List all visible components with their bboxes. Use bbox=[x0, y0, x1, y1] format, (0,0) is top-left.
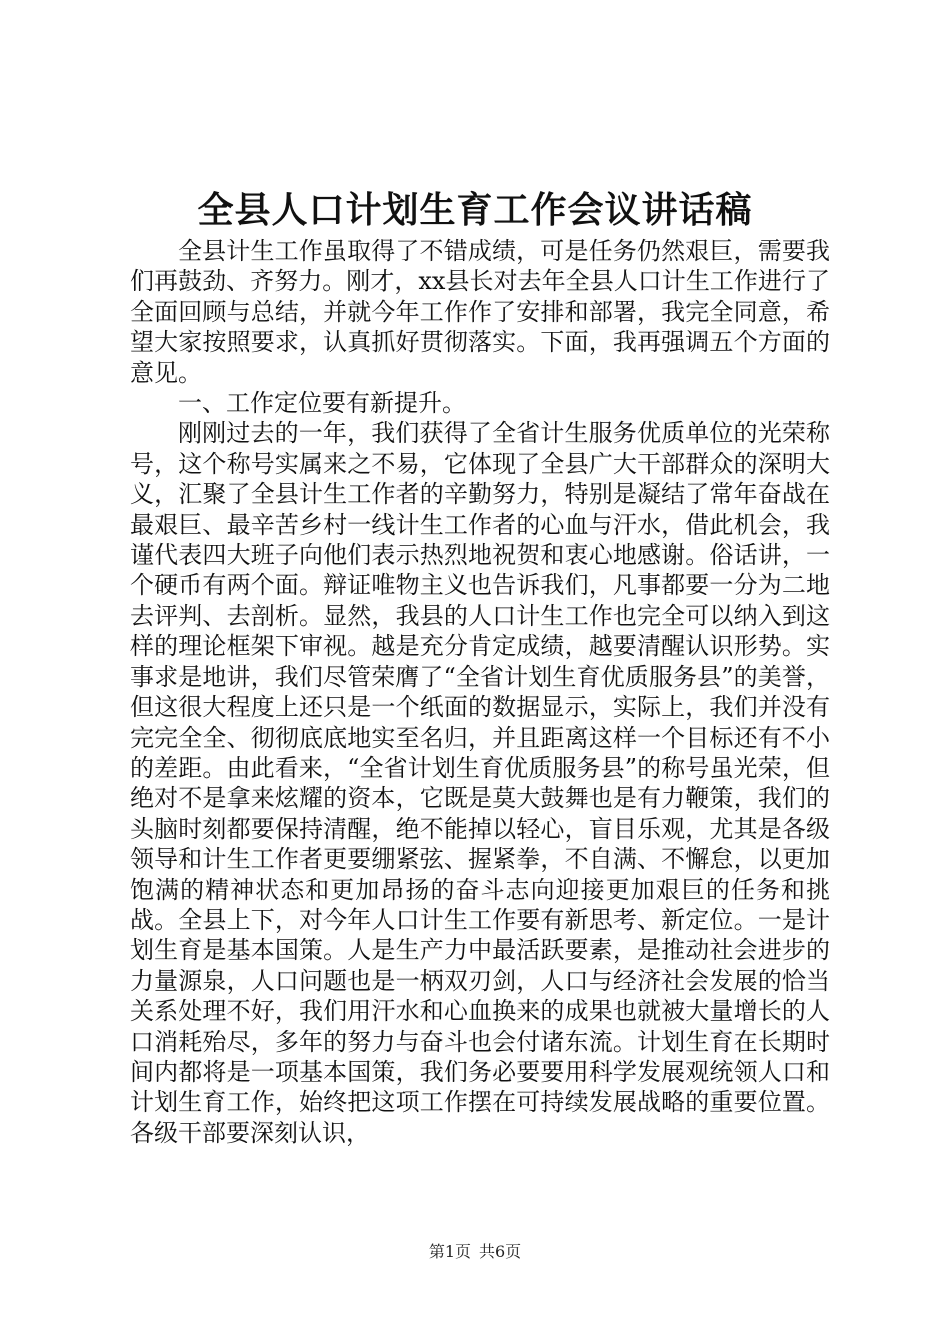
page-number: 第1页 bbox=[428, 1242, 471, 1261]
page-total: 共6页 bbox=[479, 1242, 522, 1261]
page-footer bbox=[0, 1242, 950, 1262]
paragraph-section-1: 刚刚过去的一年，我们获得了全省计生服务优质单位的光荣称号，这个称号实属来之不易，它体现了全县广大干部群众的深明大义，汇聚了全县计生工作者的辛勤努力，特别是凝结了常年奋战在最艰巨、最辛苦乡村一线计生工作者的心血与汗水，借此机会，我谨代表四大班子向他们表示热烈地祝贺和衷心地感谢。俗话讲，一个硬币有两个面。辩证唯物主义也告诉我们，凡事都要一分为二地去评判、去剖析。显然，我县的人口计生工作也完全可以纳入到这样的理论框架下审视。越是充分肯定成绩，越要清醒认识形势。实事求是地讲，我们尽管荣膺了“全省计划生育优质服务县”的美誉，但这很大程度上还只是一个纸面的数据显示，实际上，我们并没有完完全全、彻彻底底地实至名归，并且距离这样一个目标还有不小的差距。由此看来，“全省计划生育优质服务县”的称号虽光荣，但绝对不是拿来炫耀的资本，它既是莫大鼓舞也是有力鞭策，我们的头脑时刻都要保持清醒，绝不能掉以轻心，盲目乐观，尤其是各级领导和计生工作者更要绷紧弦、握紧拳，不自满、不懈怠，以更加饱满的精神状态和更加昂扬的奋斗志向迎接更加艰巨的任务和挑战。全县上下，对今年人口计生工作要有新思考、新定位。一是计划生育是基本国策。人是生产力中最活跃要素，是推动社会进步的力量源泉，人口问题也是一柄双刃剑，人口与经济社会发展的恰当关系处理不好，我们用汗水和心血换来的成果也就被大量增长的人口消耗殆尽，多年的努力与奋斗也会付诸东流。计划生育在长期时间内都将是一项基本国策，我们务必要要用科学发展观统领人口和计划生育工作，始终把这项工作摆在可持续发展战略的重要位置。各级干部要深刻认识， bbox=[130, 419, 830, 1147]
paragraph-intro: 全县计生工作虽取得了不错成绩，可是任务仍然艰巨，需要我们再鼓劲、齐努力。刚才，xx县长对去年全县人口计生工作进行了全面回顾与总结，并就今年工作作了安排和部署，我完全同意，希望大家按照要求，认真抓好贯彻落实。下面，我再强调五个方面的意见。 bbox=[130, 237, 830, 387]
document-body bbox=[130, 236, 830, 1148]
document-title: 全县人口计划生育工作会议讲话稿 bbox=[197, 189, 753, 231]
section-heading-1: 一、工作定位要有新提升。 bbox=[178, 389, 466, 418]
